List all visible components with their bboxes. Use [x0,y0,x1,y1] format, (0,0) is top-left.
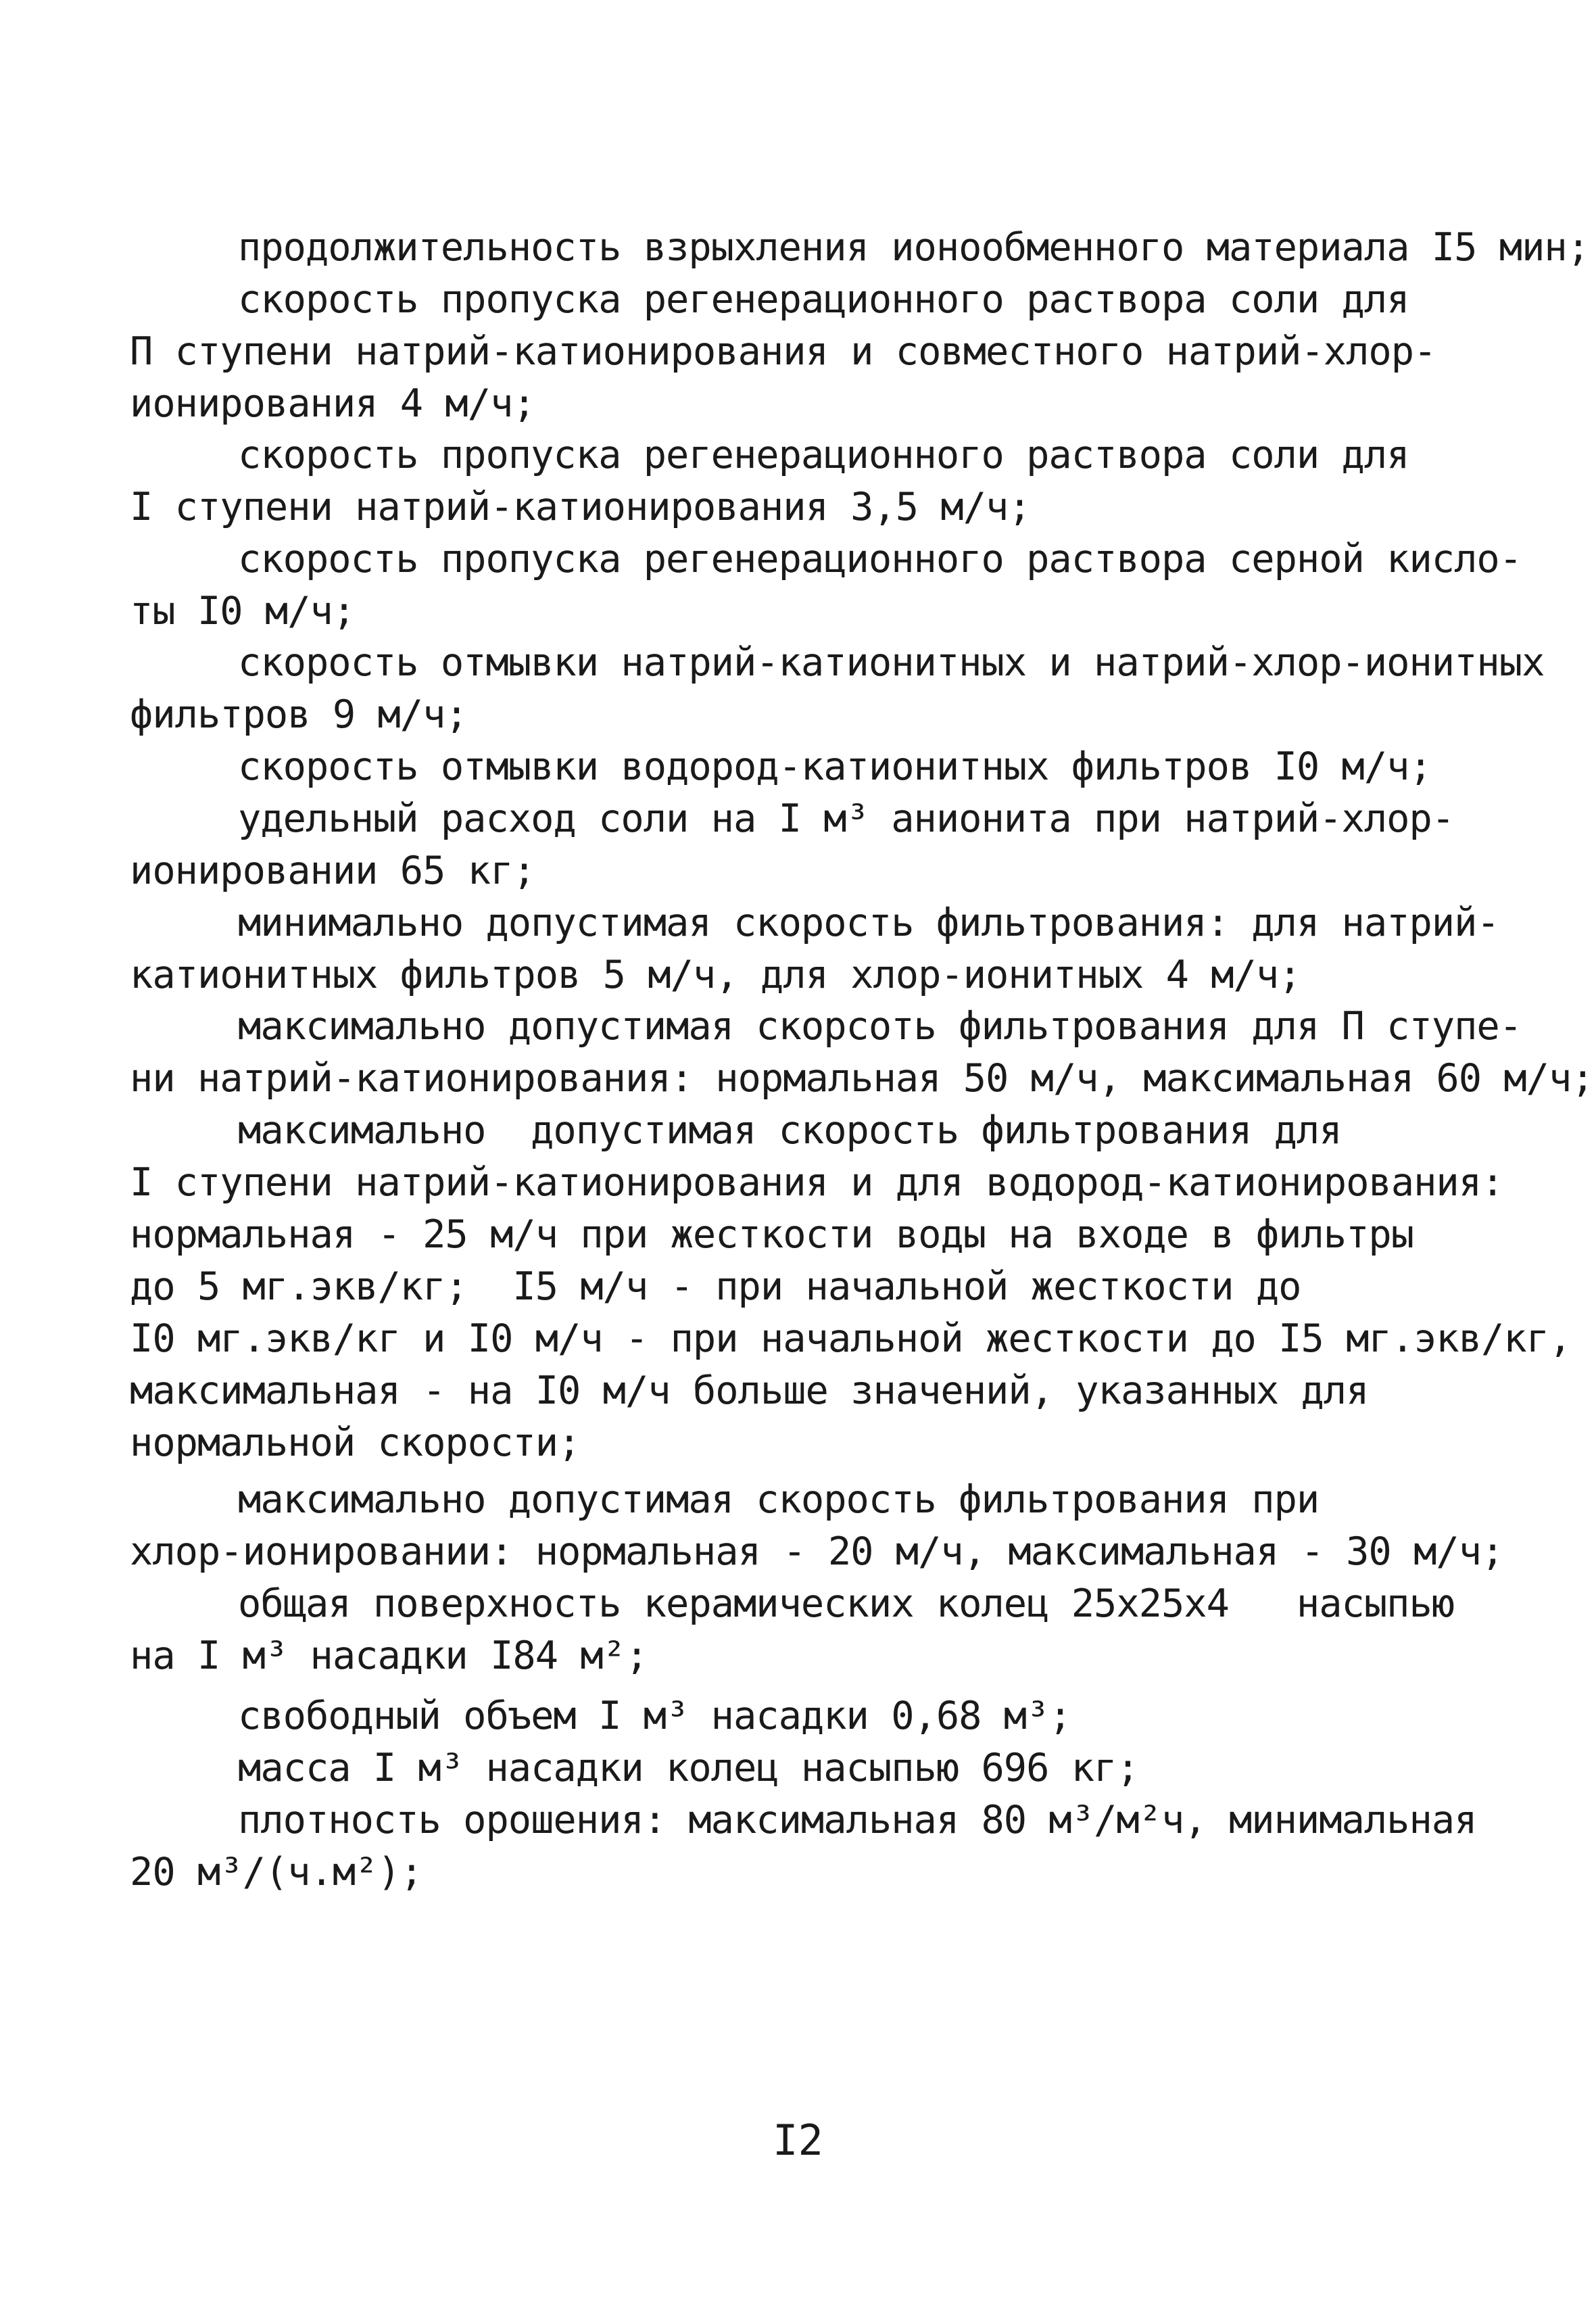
text-line: масса I м³ насадки колец насыпью 696 кг; [238,1746,1139,1790]
text-line: удельный расход соли на I м³ анионита при натрий-хлор- [238,796,1455,841]
text-line: I ступени натрий-катионирования 3,5 м/ч; [130,485,1031,529]
text-line: максимально допустимая скорость фильтрования для [238,1108,1342,1153]
text-line: скорость пропуска регенерационного раствора соли для [238,433,1409,477]
text-line: общая поверхность керамических колец 25х25х4 насыпью [238,1581,1455,1626]
text-line: плотность орошения: максимальная 80 м³/м²ч, минимальная [238,1798,1477,1842]
text-line: П ступени натрий-катионирования и совместного натрий-хлор- [130,329,1436,374]
text-line: максимальная - на I0 м/ч больше значений, указанных для [130,1368,1369,1413]
text-line: I0 мг.экв/кг и I0 м/ч - при начальной жесткости до I5 мг.экв/кг, [130,1316,1572,1361]
text-line: ионировании 65 кг; [130,849,535,893]
text-line: скорость пропуска регенерационного раствора соли для [238,277,1409,322]
text-line: хлор-ионировании: нормальная - 20 м/ч, максимальная - 30 м/ч; [130,1529,1504,1574]
text-line: нормальная - 25 м/ч при жесткости воды на входе в фильтры [130,1212,1414,1257]
text-line: скорость отмывки водород-катионитных фильтров I0 м/ч; [238,744,1432,789]
text-line: на I м³ насадки I84 м²; [130,1633,648,1678]
text-line: ионирования 4 м/ч; [130,381,535,426]
text-line: максимально допустимая скорость фильтрования при [238,1477,1320,1522]
text-line: продолжительность взрыхления ионообменного материала I5 мин; [238,225,1590,270]
text-line: 20 м³/(ч.м²); [130,1850,423,1894]
page-number: I2 [773,2116,823,2165]
text-line: I ступени натрий-катионирования и для водород-катионирования: [130,1160,1504,1205]
text-line: скорость пропуска регенерационного раствора серной кисло- [238,537,1522,581]
text-line: катионитных фильтров 5 м/ч, для хлор-ионитных 4 м/ч; [130,953,1301,997]
text-line: максимально допустимая скорсоть фильтрования для П ступе- [238,1004,1522,1049]
text-line: до 5 мг.экв/кг; I5 м/ч - при начальной жесткости до [130,1264,1301,1309]
text-line: минимально допустимая скорость фильтрования: для натрий- [238,901,1499,945]
text-line: ни натрий-катионирования: нормальная 50 м/ч, максимальная 60 м/ч; [130,1056,1594,1101]
text-line: нормальной скорости; [130,1421,581,1465]
text-line: свободный объем I м³ насадки 0,68 м³; [238,1694,1071,1738]
text-line: скорость отмывки натрий-катионитных и натрий-хлор-ионитных [238,640,1545,685]
text-line: фильтров 9 м/ч; [130,692,468,737]
text-line: ты I0 м/ч; [130,589,356,634]
